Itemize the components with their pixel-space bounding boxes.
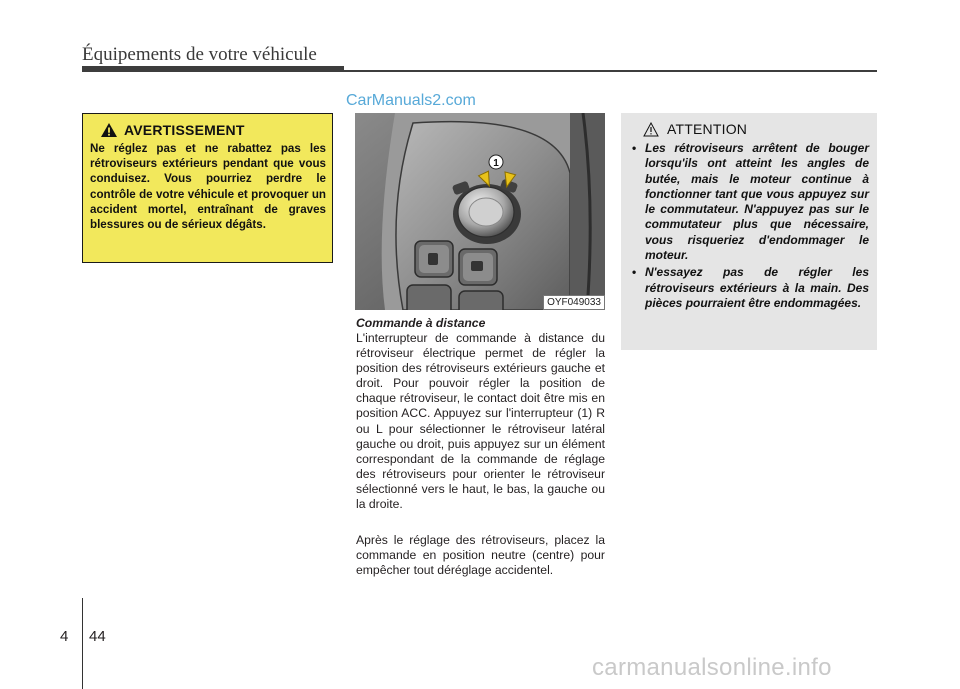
attention-item <box>629 141 869 263</box>
warning-title: AVERTISSEMENT <box>124 122 245 138</box>
attention-box <box>621 113 877 350</box>
attention-item-text: N'essayez pas de régler les rétroviseurs extérieurs à la main. Des pièces pourraient être endommagées. <box>645 265 869 310</box>
bullet: • <box>632 141 637 155</box>
watermark-bottom[interactable]: carmanualsonline.info <box>592 654 832 681</box>
callout-number: 1 <box>493 158 499 169</box>
header-rule-thin <box>344 70 877 72</box>
page-number: 44 <box>89 628 106 645</box>
attention-title: ATTENTION <box>667 121 748 137</box>
bullet: • <box>632 265 637 280</box>
attention-item-text: Les rétroviseurs arrêtent de bouger lorsqu'ils ont atteint les angles de butée, mais le moteur continue à fonctionner tant que vous appuyez sur le commutateur. N'appuyez pas sur le commutateur plus que nécessaire, vous risqueriez d'endommager le moteur. <box>645 141 869 263</box>
mirror-switch-illustration <box>355 113 605 310</box>
attention-list <box>629 141 869 311</box>
chapter-number: 4 <box>60 628 69 645</box>
warning-triangle-icon <box>100 122 118 138</box>
page-header-title: Équipements de votre véhicule <box>82 44 317 65</box>
caution-triangle-icon <box>643 122 659 137</box>
body-paragraph: L'interrupteur de commande à distance du rétroviseur électrique permet de régler la position des rétroviseurs extérieurs gauche et droit. Pour pouvoir régler la position de chaque rétroviseur, le contact doit être mis en position ACC. Appuyez sur l'interrupteur (1) R ou L pour sélectionner le rétroviseur latéral gauche ou droit, puis appuyez sur un élément correspondant de la commande de réglage des rétroviseurs pour orienter le rétroviseur sélectionné vers le haut, le bas, la gauche ou la droite. <box>356 331 605 512</box>
warning-text: Ne réglez pas et ne rabattez pas les rétroviseurs extérieurs pendant que vous conduisez. Vous pourriez perdre le contrôle de votre véhicule et provoquer un accident mortel, entraînant de graves blessures ou de sérieux dégâts. <box>90 142 326 232</box>
mirror-switch-photo <box>355 113 605 310</box>
figure-code: OYF049033 <box>543 295 605 310</box>
body-paragraph: Après le réglage des rétroviseurs, placez la commande en position neutre (centre) pour empêcher tout déréglage accidentel. <box>356 533 605 578</box>
section-subheading: Commande à distance <box>356 316 486 330</box>
attention-item <box>629 265 869 311</box>
warning-box <box>82 113 333 263</box>
header-rule-thick <box>82 66 344 72</box>
watermark-top[interactable]: CarManuals2.com <box>346 92 476 109</box>
attention-header <box>643 121 869 137</box>
footer-divider <box>82 598 83 689</box>
warning-header <box>100 122 326 138</box>
